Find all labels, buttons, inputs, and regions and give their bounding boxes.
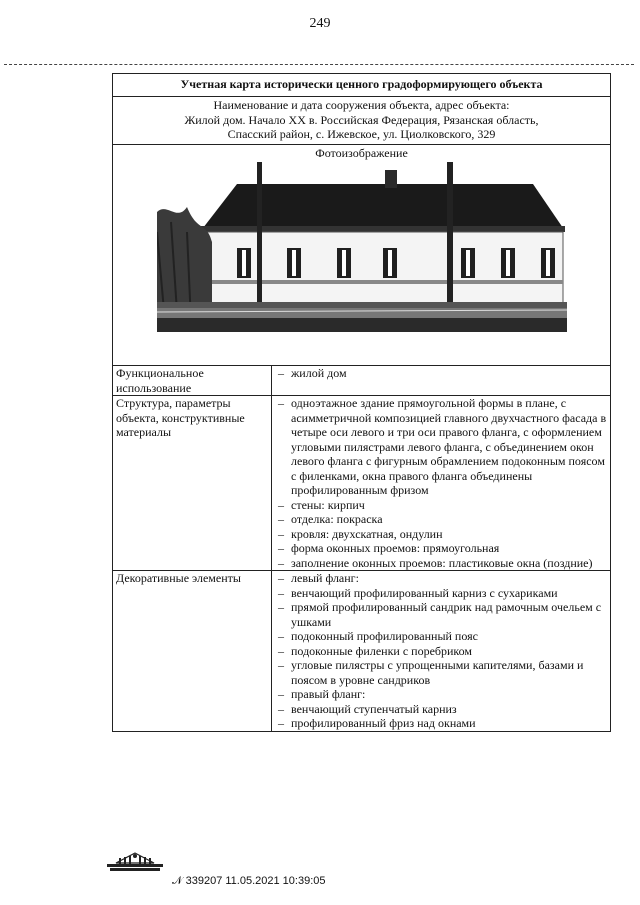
object-info-line: Наименование и дата сооружения объекта, адрес объекта: [213, 98, 510, 112]
row-values [272, 571, 611, 732]
list-item: – профилированный фриз над окнами [275, 716, 607, 731]
row-label: Функциональное использование [113, 366, 272, 396]
list-item: – кровля: двухскатная, ондулин [275, 527, 607, 542]
card-title: Учетная карта исторически ценного градоформирующего объекта [113, 74, 611, 97]
page-number: 249 [309, 16, 331, 31]
list-item: – венчающий профилированный карниз с сухариками [275, 586, 607, 601]
photo-cell [113, 145, 611, 366]
government-building-logo [106, 850, 164, 872]
row-label: Структура, параметры объекта, конструктивные материалы [113, 396, 272, 571]
list-item: – заполнение оконных проемов: пластиковые окна (поздние) [275, 556, 607, 571]
object-info [113, 97, 611, 145]
registration-card [112, 73, 611, 732]
object-info-line: Спасский район, с. Ижевское, ул. Циолковского, 329 [227, 127, 496, 141]
list-item: – прямой профилированный сандрик над рамочным очельем с ушками [275, 600, 607, 629]
list-item: – жилой дом [275, 366, 607, 381]
list-item: – стены: кирпич [275, 498, 607, 513]
row-values [272, 366, 611, 396]
document-stamp [172, 875, 325, 888]
list-item: – форма оконных проемов: прямоугольная [275, 541, 607, 556]
list-item: – венчающий ступенчатый карниз [275, 702, 607, 717]
signature-mark-icon: 𝒩 [172, 875, 183, 887]
list-item: – подоконные филенки с поребриком [275, 644, 607, 659]
row-label: Декоративные элементы [113, 571, 272, 732]
object-info-line: Жилой дом. Начало XX в. Российская Федерация, Рязанская область, [184, 112, 539, 127]
list-item: – одноэтажное здание прямоугольной формы в плане, с асимметричной композицией главного двухчастного фасада в четыре оси левого и три оси правого фланга, с оформлением угловыми пилястрами левого фланга, с объединением окон левого фланга с фигурным обрамлением подоконным поясом с филенками, окна правого фланга объединены профилированным фризом [275, 396, 607, 498]
list-item: – отделка: покраска [275, 512, 607, 527]
header-divider [4, 64, 634, 65]
row-values [272, 396, 611, 571]
document-stamp-text: 339207 11.05.2021 10:39:05 [185, 875, 326, 887]
list-item: – угловые пилястры с упрощенными капителями, базами и поясом в уровне сандриков [275, 658, 607, 687]
house-photo [157, 162, 567, 332]
list-item: – подоконный профилированный пояс [275, 629, 607, 644]
list-item: – левый фланг: [275, 571, 607, 586]
list-item: – правый фланг: [275, 687, 607, 702]
photo-label: Фотоизображение [315, 146, 408, 160]
